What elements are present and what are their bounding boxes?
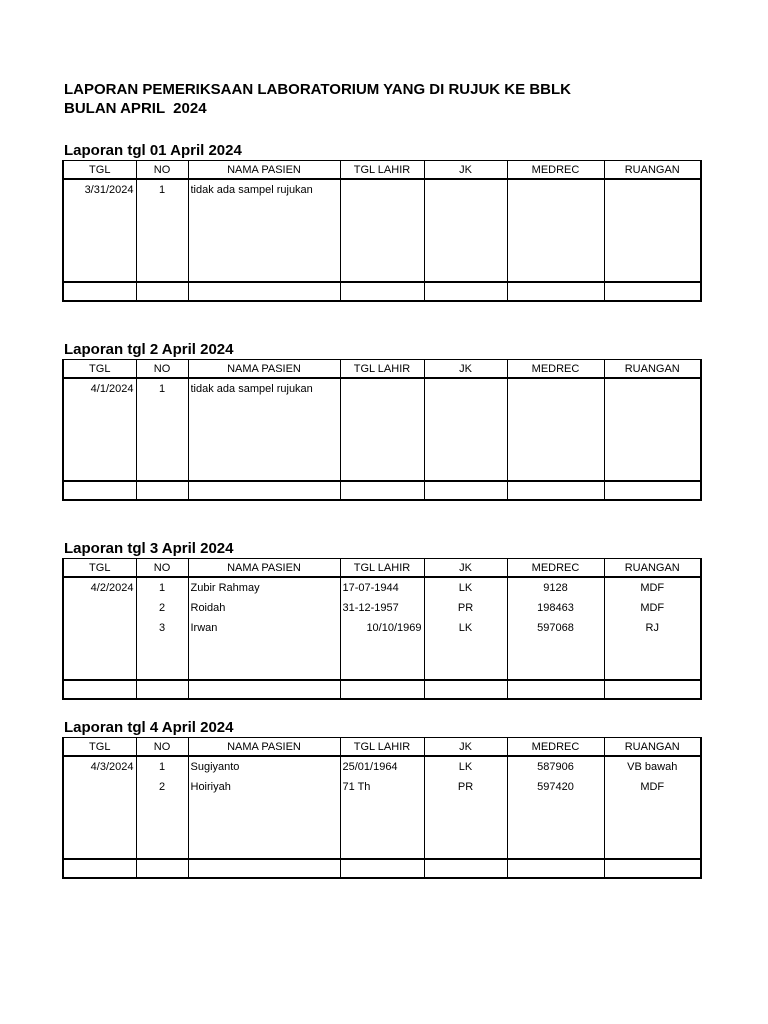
cell-ruangan	[604, 378, 701, 481]
cell-no	[136, 756, 188, 859]
tgl-lahir-value: 31-12-1957	[342, 602, 399, 614]
nama-pasien-value: Roidah	[190, 602, 226, 614]
medrec-value: 597420	[537, 781, 574, 793]
footer-cell	[424, 481, 507, 500]
cell-ruangan	[604, 179, 701, 282]
nama-pasien-value: Irwan	[190, 622, 218, 634]
ruangan-value	[607, 382, 699, 402]
column-header-medrec: MEDREC	[507, 161, 604, 180]
cell-no	[136, 378, 188, 481]
footer-cell	[340, 680, 424, 699]
column-header-no: NO	[136, 161, 188, 180]
footer-cell	[604, 282, 701, 301]
medrec-value	[510, 382, 602, 402]
column-header-tgl-lahir: TGL LAHIR	[340, 360, 424, 379]
cell-medrec	[507, 756, 604, 859]
column-header-tgl-lahir: TGL LAHIR	[340, 559, 424, 578]
report-title-line-2: BULAN APRIL 2024	[64, 100, 207, 117]
footer-cell	[136, 481, 188, 500]
tgl-value: 4/1/2024	[90, 383, 134, 395]
footer-cell	[188, 680, 340, 699]
table-header-row	[63, 738, 701, 757]
column-header-nama-pasien: NAMA PASIEN	[188, 559, 340, 578]
footer-cell	[604, 859, 701, 878]
footer-cell	[507, 282, 604, 301]
no-value: 2	[158, 781, 166, 793]
column-header-no: NO	[136, 559, 188, 578]
cell-medrec	[507, 378, 604, 481]
report-title	[64, 80, 571, 118]
table-row	[63, 756, 701, 859]
no-value: 1	[158, 184, 166, 196]
column-header-nama-pasien: NAMA PASIEN	[188, 360, 340, 379]
cell-nama-pasien	[188, 179, 340, 282]
footer-cell	[63, 680, 136, 699]
cell-no	[136, 179, 188, 282]
table-header-row	[63, 360, 701, 379]
footer-cell	[63, 481, 136, 500]
cell-ruangan	[604, 756, 701, 859]
column-header-tgl-lahir: TGL LAHIR	[340, 738, 424, 757]
column-header-ruangan: RUANGAN	[604, 559, 701, 578]
cell-tgl	[63, 179, 136, 282]
report-table	[62, 558, 702, 700]
tgl-lahir-value	[343, 382, 422, 402]
report-table	[62, 359, 702, 501]
column-header-tgl: TGL	[63, 738, 136, 757]
ruangan-value: MDF	[640, 582, 665, 594]
footer-cell	[604, 481, 701, 500]
nama-pasien-value: Sugiyanto	[190, 761, 240, 773]
footer-cell	[136, 282, 188, 301]
no-value: 3	[158, 622, 166, 634]
jk-value: LK	[458, 622, 473, 634]
medrec-value	[510, 183, 602, 203]
section-title: Laporan tgl 4 April 2024	[64, 719, 234, 736]
footer-cell	[136, 859, 188, 878]
footer-cell	[188, 859, 340, 878]
column-header-jk: JK	[424, 738, 507, 757]
tgl-lahir-value: 71 Th	[342, 781, 371, 793]
table-footer-row	[63, 680, 701, 699]
ruangan-value: MDF	[640, 602, 665, 614]
tgl-lahir-value	[343, 183, 422, 203]
footer-cell	[340, 859, 424, 878]
footer-cell	[424, 282, 507, 301]
column-header-medrec: MEDREC	[507, 360, 604, 379]
no-value: 2	[158, 602, 166, 614]
nama-pasien-value: tidak ada sampel rujukan	[190, 184, 313, 196]
column-header-tgl: TGL	[63, 360, 136, 379]
medrec-value: 597068	[537, 622, 574, 634]
medrec-value: 587906	[537, 761, 574, 773]
ruangan-value: VB bawah	[627, 761, 678, 773]
column-header-jk: JK	[424, 161, 507, 180]
column-header-nama-pasien: NAMA PASIEN	[188, 161, 340, 180]
footer-cell	[424, 859, 507, 878]
column-header-medrec: MEDREC	[507, 559, 604, 578]
cell-tgl	[63, 378, 136, 481]
table-footer-row	[63, 282, 701, 301]
cell-jk	[424, 577, 507, 680]
cell-no	[136, 577, 188, 680]
footer-cell	[424, 680, 507, 699]
cell-jk	[424, 378, 507, 481]
cell-nama-pasien	[188, 577, 340, 680]
jk-value	[427, 183, 505, 203]
footer-cell	[604, 680, 701, 699]
section-title: Laporan tgl 3 April 2024	[64, 540, 234, 557]
column-header-tgl-lahir: TGL LAHIR	[340, 161, 424, 180]
footer-cell	[340, 282, 424, 301]
section-title: Laporan tgl 2 April 2024	[64, 341, 234, 358]
cell-tgl	[63, 756, 136, 859]
report-title-line-1: LAPORAN PEMERIKSAAN LABORATORIUM YANG DI RUJUK KE BBLK	[64, 81, 571, 98]
nama-pasien-value: Hoiriyah	[190, 781, 231, 793]
footer-cell	[63, 859, 136, 878]
jk-value: LK	[458, 761, 473, 773]
column-header-ruangan: RUANGAN	[604, 360, 701, 379]
column-header-ruangan: RUANGAN	[604, 161, 701, 180]
tgl-lahir-value: 25/01/1964	[342, 761, 398, 773]
table-header-row	[63, 161, 701, 180]
cell-tgl-lahir	[340, 378, 424, 481]
medrec-value: 198463	[537, 602, 574, 614]
column-header-no: NO	[136, 360, 188, 379]
column-header-tgl: TGL	[63, 559, 136, 578]
cell-jk	[424, 756, 507, 859]
column-header-no: NO	[136, 738, 188, 757]
jk-value	[427, 382, 505, 402]
column-header-jk: JK	[424, 559, 507, 578]
tgl-lahir-value: 10/10/1969	[366, 622, 422, 634]
cell-nama-pasien	[188, 756, 340, 859]
ruangan-value: RJ	[645, 622, 659, 634]
footer-cell	[507, 859, 604, 878]
column-header-nama-pasien: NAMA PASIEN	[188, 738, 340, 757]
medrec-value: 9128	[543, 582, 568, 594]
ruangan-value: MDF	[640, 781, 665, 793]
tgl-value: 3/31/2024	[84, 184, 134, 196]
cell-tgl-lahir	[340, 756, 424, 859]
cell-nama-pasien	[188, 378, 340, 481]
footer-cell	[507, 481, 604, 500]
no-value: 1	[158, 582, 166, 594]
section-title: Laporan tgl 01 April 2024	[64, 142, 242, 159]
report-table	[62, 737, 702, 879]
footer-cell	[507, 680, 604, 699]
jk-value: PR	[457, 781, 474, 793]
cell-medrec	[507, 179, 604, 282]
cell-tgl-lahir	[340, 179, 424, 282]
jk-value: PR	[457, 602, 474, 614]
column-header-tgl: TGL	[63, 161, 136, 180]
table-row	[63, 577, 701, 680]
footer-cell	[136, 680, 188, 699]
jk-value: LK	[458, 582, 473, 594]
cell-medrec	[507, 577, 604, 680]
column-header-jk: JK	[424, 360, 507, 379]
table-footer-row	[63, 859, 701, 878]
no-value: 1	[158, 761, 166, 773]
report-table	[62, 160, 702, 302]
footer-cell	[188, 282, 340, 301]
footer-cell	[188, 481, 340, 500]
ruangan-value	[607, 183, 699, 203]
tgl-value: 4/3/2024	[90, 761, 134, 773]
column-header-medrec: MEDREC	[507, 738, 604, 757]
tgl-lahir-value: 17-07-1944	[342, 582, 399, 594]
nama-pasien-value: Zubir Rahmay	[190, 582, 260, 594]
footer-cell	[340, 481, 424, 500]
cell-tgl	[63, 577, 136, 680]
table-row	[63, 378, 701, 481]
footer-cell	[63, 282, 136, 301]
table-row	[63, 179, 701, 282]
table-footer-row	[63, 481, 701, 500]
table-header-row	[63, 559, 701, 578]
tgl-value: 4/2/2024	[90, 582, 134, 594]
cell-tgl-lahir	[340, 577, 424, 680]
cell-ruangan	[604, 577, 701, 680]
nama-pasien-value: tidak ada sampel rujukan	[190, 383, 313, 395]
cell-jk	[424, 179, 507, 282]
no-value: 1	[158, 383, 166, 395]
column-header-ruangan: RUANGAN	[604, 738, 701, 757]
